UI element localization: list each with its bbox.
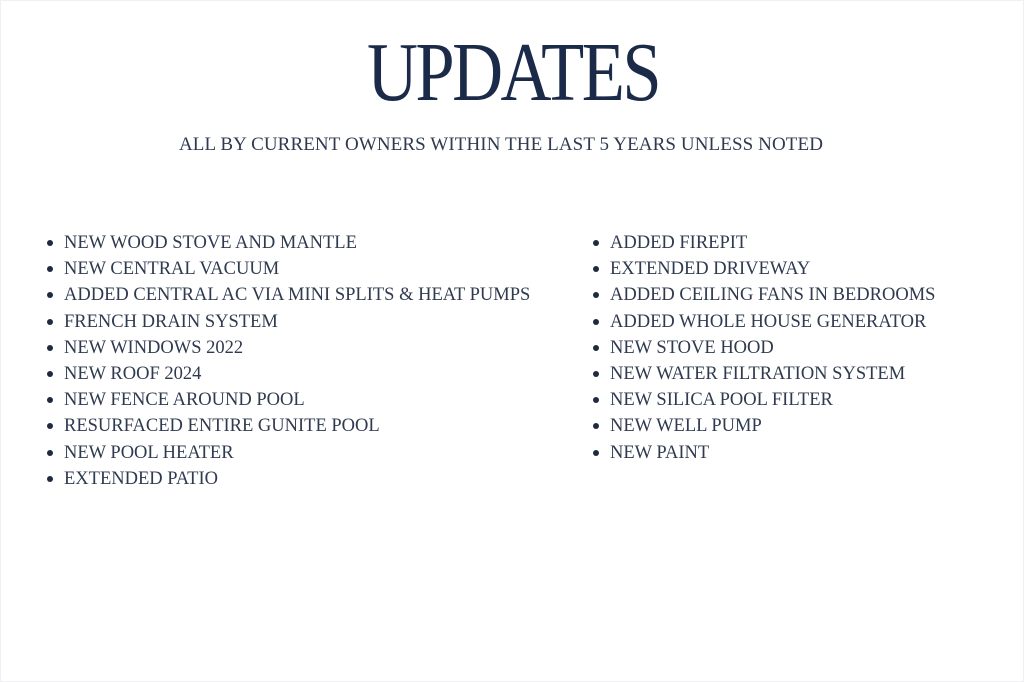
list-item-label: NEW ROOF 2024 — [64, 363, 202, 384]
list-item-label: FRENCH DRAIN SYSTEM — [64, 311, 278, 332]
list-item-label: NEW WINDOWS 2022 — [64, 337, 244, 358]
list-item — [45, 466, 565, 492]
list-item-label: NEW SILICA POOL FILTER — [610, 390, 833, 411]
bullet-icon — [47, 397, 53, 403]
bullet-icon — [47, 423, 53, 429]
list-item — [45, 335, 565, 361]
bullet-icon — [47, 345, 53, 351]
list-item — [591, 309, 991, 335]
bullet-icon — [593, 345, 599, 351]
bullet-icon — [593, 397, 599, 403]
page-subtitle: ALL BY CURRENT OWNERS WITHIN THE LAST 5 YEARS UNLESS NOTED — [178, 134, 824, 155]
list-item-label: ADDED CEILING FANS IN BEDROOMS — [610, 285, 936, 306]
right-updates-list — [591, 230, 991, 466]
list-item-label: NEW WELL PUMP — [610, 416, 762, 437]
list-item — [591, 256, 991, 282]
list-item — [45, 440, 565, 466]
list-item-label: NEW WOOD STOVE AND MANTLE — [64, 233, 357, 253]
list-item — [45, 230, 565, 256]
list-item — [45, 309, 565, 335]
list-item-label: ADDED CENTRAL AC VIA MINI SPLITS & HEAT PUMPS — [64, 285, 531, 306]
list-item-label: RESURFACED ENTIRE GUNITE POOL — [64, 416, 380, 437]
list-item — [591, 361, 991, 387]
list-item-label: ADDED FIREPIT — [610, 233, 748, 253]
list-item-label: NEW POOL HEATER — [64, 442, 234, 463]
bullet-icon — [47, 240, 53, 246]
list-item — [45, 387, 565, 413]
list-item-label: NEW PAINT — [610, 442, 710, 463]
list-item-label: ADDED WHOLE HOUSE GENERATOR — [610, 311, 927, 332]
left-updates-list — [45, 230, 565, 492]
list-item — [591, 282, 991, 308]
list-item-label: NEW WATER FILTRATION SYSTEM — [610, 363, 906, 384]
bullet-icon — [47, 371, 53, 377]
list-item-label: EXTENDED DRIVEWAY — [610, 259, 811, 280]
list-item — [591, 413, 991, 439]
bullet-icon — [593, 450, 599, 456]
list-item — [45, 361, 565, 387]
bullet-icon — [593, 371, 599, 377]
list-item — [591, 335, 991, 361]
list-item — [45, 256, 565, 282]
bullet-icon — [47, 292, 53, 298]
bullet-icon — [47, 266, 53, 272]
bullet-icon — [593, 240, 599, 246]
list-item — [591, 230, 991, 256]
bullet-icon — [47, 319, 53, 325]
bullet-icon — [593, 319, 599, 325]
list-item — [591, 387, 991, 413]
list-item — [45, 413, 565, 439]
list-item-label: NEW FENCE AROUND POOL — [64, 390, 305, 411]
bullet-icon — [47, 476, 53, 482]
bullet-icon — [593, 266, 599, 272]
page-title: UPDATES — [366, 26, 660, 119]
list-item-label: NEW STOVE HOOD — [610, 337, 774, 358]
bullet-icon — [593, 423, 599, 429]
bullet-icon — [47, 450, 53, 456]
list-item-label: EXTENDED PATIO — [64, 468, 218, 489]
bullet-icon — [593, 292, 599, 298]
list-item-label: NEW CENTRAL VACUUM — [64, 259, 280, 280]
list-item — [591, 440, 991, 466]
list-item — [45, 282, 565, 308]
